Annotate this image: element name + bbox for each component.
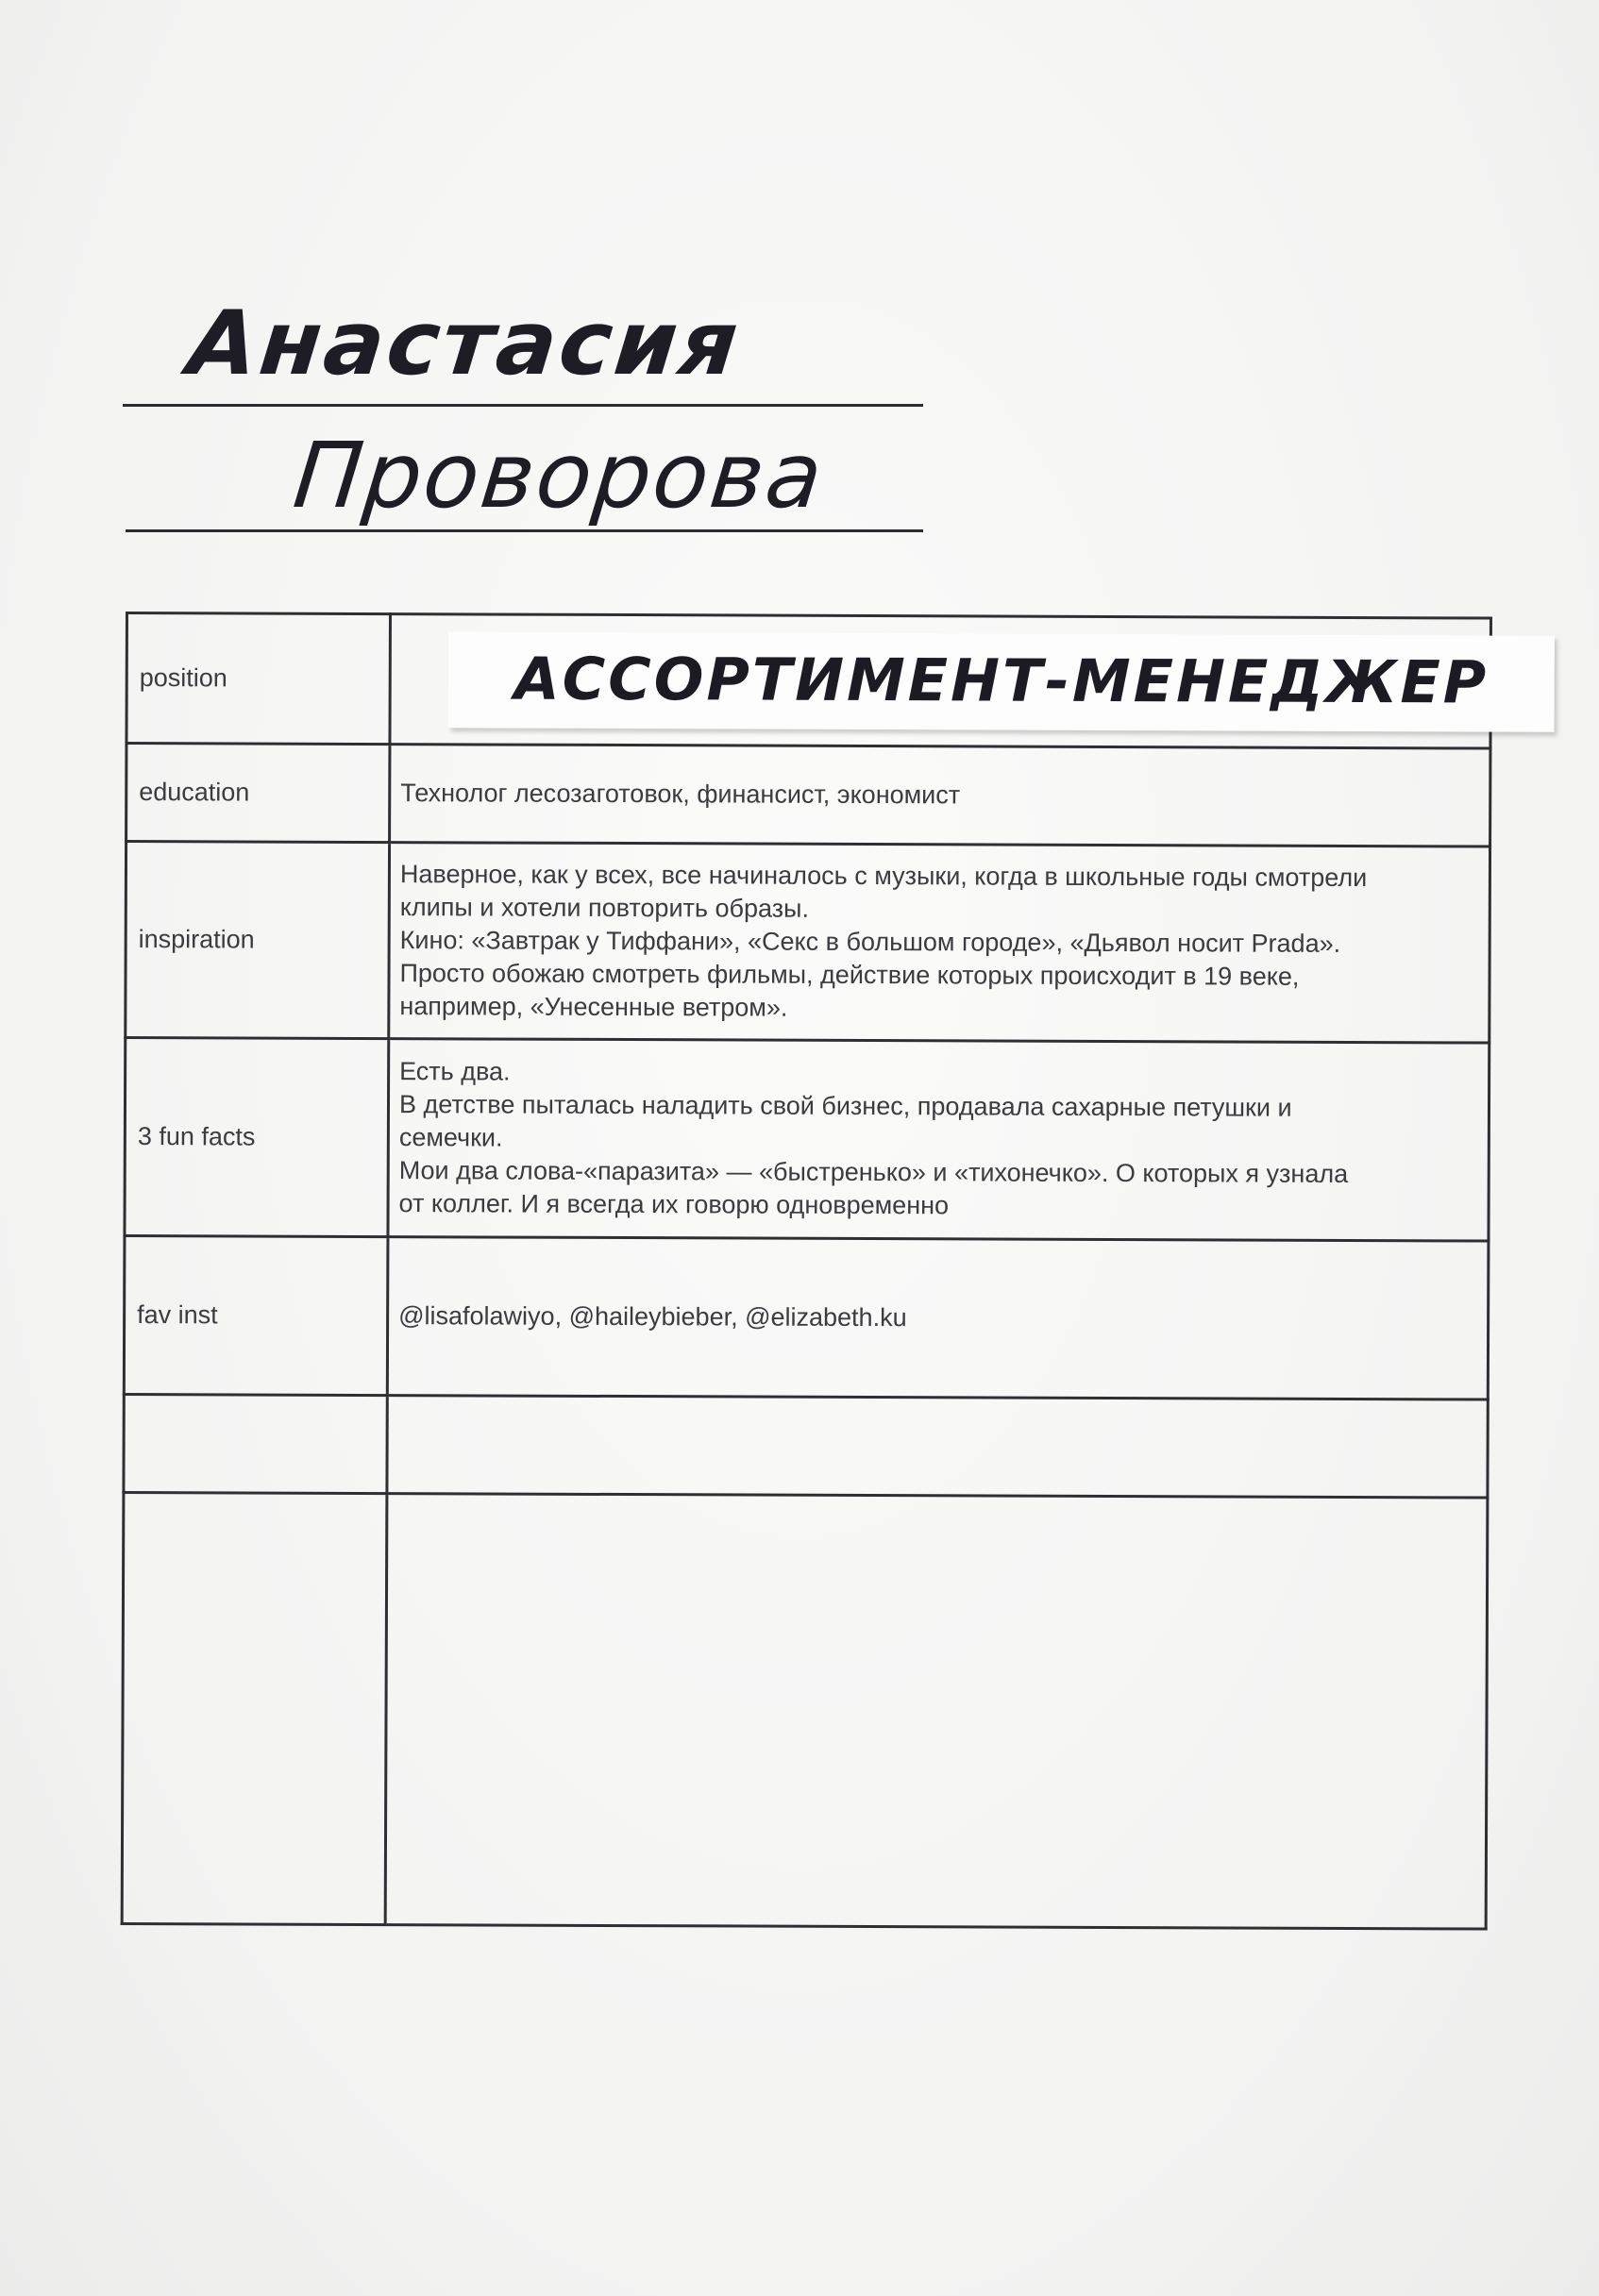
text-line: Есть два. <box>399 1057 511 1086</box>
row-label: 3 fun facts <box>125 1038 389 1237</box>
text-line: семечки. <box>398 1123 503 1152</box>
text-line: Мои два слова-«паразита» — «быстренько» и «тихонечко». О которых я узнала <box>398 1156 1349 1188</box>
table-row-fav-inst <box>124 1236 1489 1400</box>
row-label <box>122 1492 387 1924</box>
row-label: position <box>126 613 391 745</box>
row-label: fav inst <box>124 1236 388 1396</box>
name-underline-2 <box>126 529 923 532</box>
table-row-empty <box>124 1394 1488 1498</box>
row-value-inspiration <box>389 843 1490 1043</box>
row-value-empty <box>387 1396 1488 1498</box>
text-line: Просто обожаю смотреть фильмы, действие которых происходит в 19 веке, <box>399 959 1300 991</box>
row-label <box>124 1394 387 1493</box>
row-value-empty <box>385 1494 1488 1929</box>
handwritten-last-name: Проворова <box>289 423 830 528</box>
row-value-education: Технолог лесозаготовок, финансист, экономист <box>390 745 1490 846</box>
name-underline-1 <box>123 404 923 407</box>
table-row-empty <box>122 1492 1488 1929</box>
profile-table <box>121 612 1492 1931</box>
table-row-position <box>126 613 1491 749</box>
table-row-education <box>126 744 1490 847</box>
table-row-fun-facts <box>125 1038 1490 1242</box>
row-value-fav-inst: @lisafolawiyo, @haileybieber, @elizabeth.ku <box>387 1237 1489 1399</box>
row-label: education <box>126 744 390 843</box>
text-line: клипы и хотели повторить образы. <box>399 893 810 923</box>
text-line: Кино: «Завтрак у Тиффани», «Секс в большом городе», «Дьявол носит Prada». <box>399 926 1341 958</box>
handwritten-first-name: Анастасия <box>183 293 746 395</box>
table-row-inspiration <box>126 842 1490 1044</box>
text-line: В детстве пыталась наладить свой бизнес, продавала сахарные петушки и <box>398 1090 1292 1122</box>
text-line: Наверное, как у всех, все начиналось с музыки, когда в школьные годы смотрели <box>399 860 1368 893</box>
handwritten-position: АССОРТИМЕНТ-МЕНЕДЖЕР <box>513 644 1490 717</box>
text-line: от коллег. И я всегда их говорю одновременно <box>398 1189 950 1220</box>
row-label: inspiration <box>126 842 390 1039</box>
row-value-position <box>390 614 1491 748</box>
position-sticker <box>448 631 1556 732</box>
text-line: например, «Унесенные ветром». <box>399 992 788 1022</box>
row-value-fun-facts <box>388 1039 1490 1241</box>
